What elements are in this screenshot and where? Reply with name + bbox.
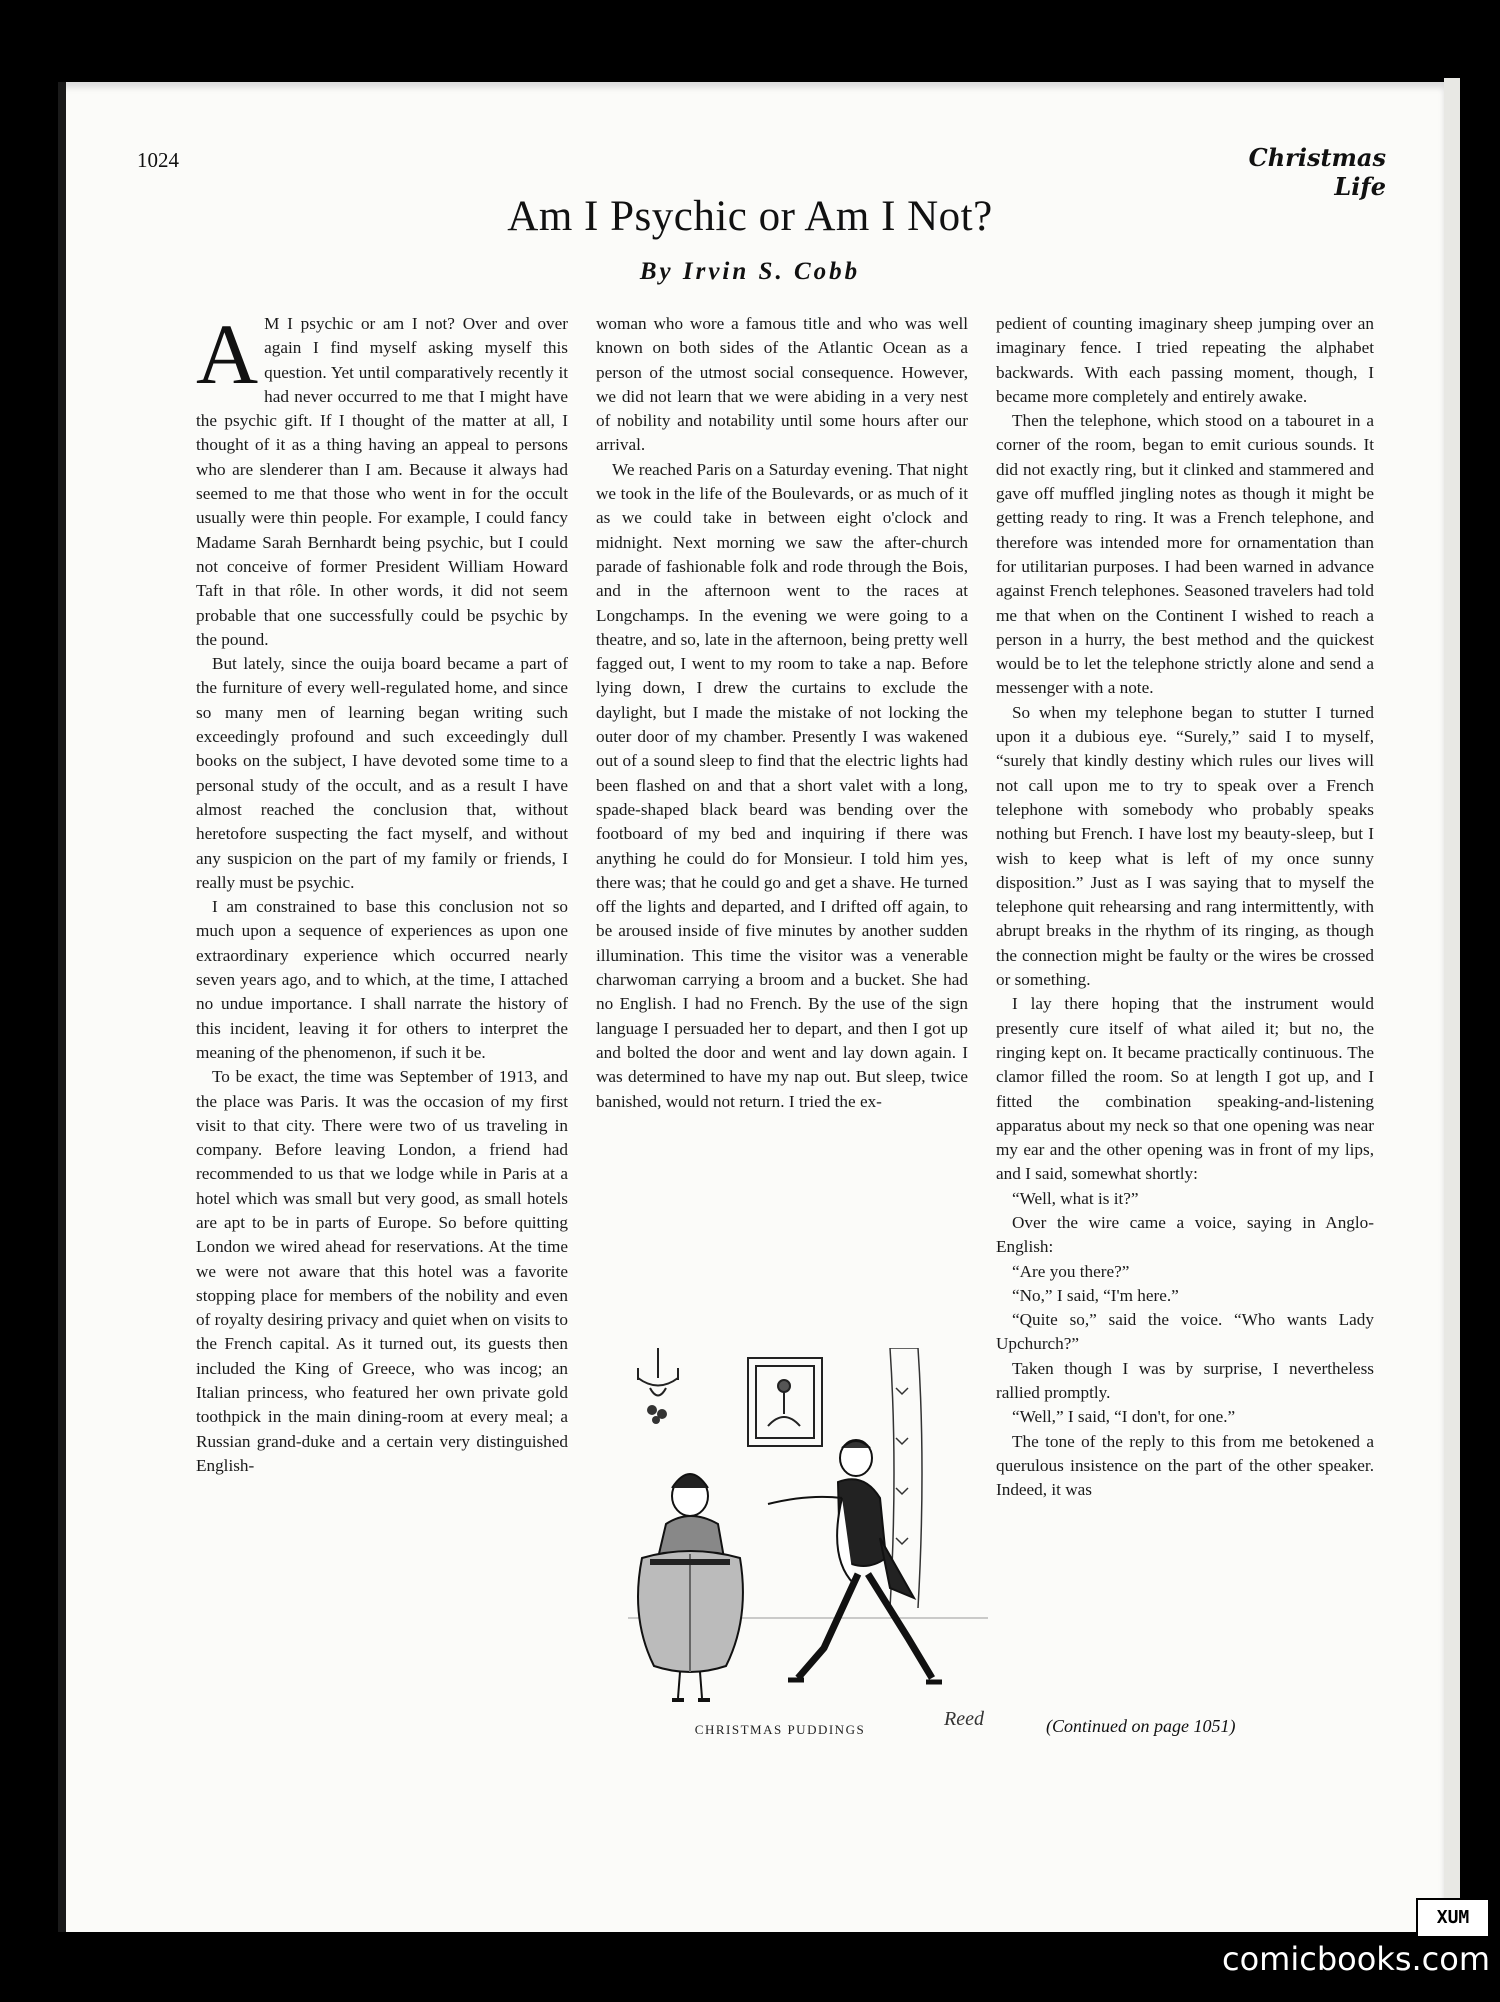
page-number: 1024: [137, 148, 179, 172]
paragraph: woman who wore a famous title and who was well known on both sides of the Atlantic Ocean as a person of the utmost social consequence. However, we did not learn that we were abiding in a very nest of nobility and notability until some hours after our arrival.: [596, 314, 968, 455]
paragraph: “Well,” I said, “I don't, for one.”: [1012, 1407, 1236, 1427]
christmas-puddings-illustration: [628, 1348, 988, 1716]
paragraph-text: M I psychic or am I not? Over and over again I find myself asking myself this question. Yet until comparatively recently it had never occurred to me that I might have the psychic gift. If I thought of the matter at all, I thought of it as a thing having an appeal to persons who are slenderer than I am. Because it always had seemed to me that those who went in for the occult usually were thin people. For example, I could fancy Madame Sarah Bernhardt being psychic, but I could not conceive of former President William Howard Taft in that rôle. In other words, it did not seem probable that one successfully could be psychic by the pound.: [196, 314, 568, 649]
chandelier-icon: [638, 1348, 678, 1396]
artist-signature: Reed: [944, 1708, 984, 1730]
paragraph: Taken though I was by surprise, I nevertheless rallied promptly.: [996, 1358, 1374, 1403]
illustration-caption: CHRISTMAS PUDDINGS: [694, 1722, 866, 1737]
paragraph: “Quite so,” said the voice. “Who wants Lady Upchurch?”: [996, 1310, 1374, 1354]
paragraph: Over the wire came a voice, saying in Anglo-English:: [996, 1212, 1374, 1257]
continued-note: (Continued on page 1051): [1046, 1716, 1236, 1736]
running-head: Christmas Life: [1248, 143, 1386, 201]
man-figure: [768, 1440, 942, 1682]
byline: By Irvin S. Cobb: [639, 258, 861, 285]
paragraph: I lay there hoping that the instrument would presently cure itself of what ailed it; but no, the ringing kept on. It became practically continuous. The clamor filled the room. So at length I got up, and I fitted the combination speaking-and-listening apparatus about my neck so that one opening was near my ear and the other opening was in front of my lips, and I said, somewhat shortly:: [996, 994, 1374, 1184]
paragraph: “No,” I said, “I'm here.”: [1012, 1285, 1179, 1305]
paragraph: We reached Paris on a Saturday evening. That night we took in the life of the Boulevards, or as much of it as we could take in between eight o'clock and midnight. Next morning we saw the after-church parade of fashionable folk and rode through the Bois, and in the afternoon went to the races at Longchamps. In the evening we were going to a theatre, and so, late in the afternoon, being pretty well fagged out, I went to my room to take a nap. Before lying down, I drew the curtains to exclude the daylight, but I made the mistake of not locking the outer door of my chamber. Presently I was wakened out of a sound sleep to find that the electric lights had been flashed on and that a short valet with a long, spade-shaped black beard was bending over the footboard of my bed and inquiring if there was anything he could do for Monsieur. I told him yes, there was; that he could go and get a shave. He turned off the lights and departed, and I drifted off again, to be aroused inside of five minutes by another sudden illumination. This time the visitor was a venerable charwoman carrying a broom and a bucket. She had no English. I had no French. By the use of the sign language I persuaded her to depart, and then I got up and bolted the door and went and lay down again. I was determined to have my nap out. But sleep, twice banished, would not return. I tried the ex-: [596, 459, 968, 1111]
column-3: [996, 312, 1374, 1503]
column-2: [596, 312, 968, 1114]
wall-picture-icon: [748, 1358, 822, 1446]
article-title: Am I Psychic or Am I Not?: [507, 193, 993, 240]
paragraph: I am constrained to base this conclusion not so much upon a sequence of experiences as upon one extraordinary experience which occurred nearly seven years ago, and to which, at the time, I attached no undue importance. I shall narrate the history of this incident, leaving it for others to interpret the meaning of the phenomenon, if such it be.: [196, 897, 568, 1062]
paragraph: The tone of the reply to this from me betokened a querulous insistence on the part of the other speaker. Indeed, it was: [996, 1431, 1374, 1500]
column-1: [196, 306, 568, 1478]
paragraph: [196, 306, 568, 652]
paragraph: “Are you there?”: [1012, 1261, 1130, 1281]
paragraph: So when my telephone began to stutter I turned upon it a dubious eye. “Surely,” said I to myself, “surely that kindly destiny which rules our lives will not call upon me to try to speak over a French telephone with somebody who probably speaks nothing but French. I have lost my beauty-sleep, but I wish to keep what is left of my once sunny disposition.” Just as I was saying that to myself the telephone quit rehearsing and rang intermittently, with abrupt breaks in the rhythm of its ringing, as though the connection might be faulty or the wires be crossed or something.: [996, 702, 1374, 990]
paragraph: Then the telephone, which stood on a tabouret in a corner of the room, began to emit curious sounds. It did not exactly ring, but it clinked and stammered and gave off muffled jingling notes as though it might be getting ready to ring. It was a French telephone, and therefore was intended more for ornamentation than for utilitarian purposes. I had been warned in advance against French telephones. Seasoned travelers had told me that when on the Continent I wished to reach a person in a hurry, the best method and the quickest would be to let the telephone strictly alone and send a messenger with a note.: [996, 411, 1374, 698]
next-page-edge: [1444, 78, 1460, 1938]
paragraph: To be exact, the time was September of 1913, and the place was Paris. It was the occasion of my first visit to that city. There were two of us traveling in company. Before leaving London, a friend had recommended to us that we lodge while in Paris at a hotel which was small but very good, as small hotels are apt to be in parts of Europe. So before quitting London we wired ahead for reservations. At the time we were not aware that this hotel was a favorite stopping place for members of the nobility and even of royalty desiring privacy and quiet when on visits to the French capital. As it turned out, its guests then included the King of Greece, who was incog; an Italian princess, who featured her own private gold toothpick in the main dining-room at every meal; a Russian grand-duke and a certain very distinguished English-: [196, 1067, 568, 1475]
watermark: comicbooks.com: [1221, 1940, 1490, 1978]
paragraph: But lately, since the ouija board became a part of the furniture of every well-regulated home, and since so many men of learning began writing such exceedingly profound and such exceedingly dull books on the subject, I have devoted some time to a personal study of the occult, and as a result I have almost reached the conclusion that, without heretofore suspecting the fact myself, and without any suspicion on the part of my family or friends, I really must be psychic.: [196, 654, 568, 892]
drop-cap: A: [196, 306, 259, 402]
woman-figure: [638, 1474, 743, 1700]
paragraph: “Well, what is it?”: [1012, 1188, 1139, 1208]
scan-stamp: XUM: [1416, 1898, 1490, 1938]
paragraph: pedient of counting imaginary sheep jumping over an imaginary fence. I tried repeating the alphabet backwards. With each passing moment, though, I became more completely and entirely awake.: [996, 314, 1374, 406]
mistletoe-icon: [647, 1405, 667, 1424]
